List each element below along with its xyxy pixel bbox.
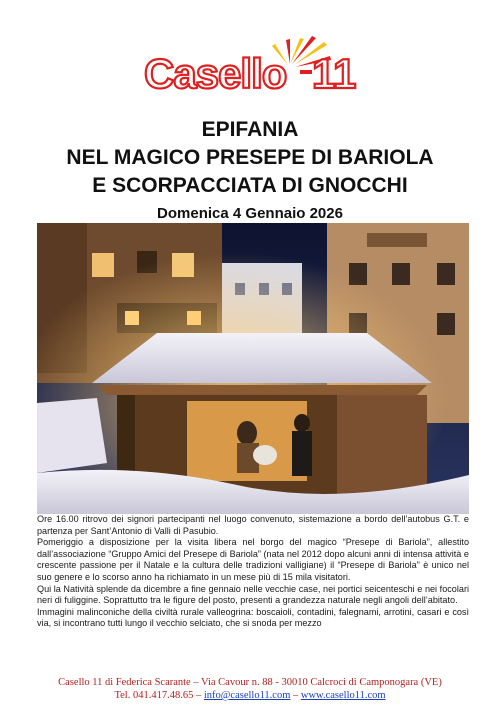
- footer-website-link[interactable]: www.casello11.com: [300, 690, 386, 701]
- title-line-1: EPIFANIA: [201, 118, 299, 141]
- title-line-3: E SCORPACCIATA DI GNOCCHI: [92, 174, 408, 197]
- footer: [0, 676, 500, 702]
- paragraph-4: Immagini malinconiche della civiltà rurale valleogrina: boscaioli, contadini, falegnami, arrotini, casari e così via, si incontrano tutti lungo il vecchio selciato, che si snoda per mezzo: [37, 606, 469, 629]
- footer-email-link[interactable]: info@casello11.com: [203, 690, 291, 701]
- nativity-photo: [37, 223, 469, 514]
- paragraph-3: Qui la Natività splende da dicembre a fine gennaio nelle vecchie case, nei portici seicenteschi e nei focolari neri di fuliggine. Soprattutto tra le figure del posto, presenti a grandezza naturale negli angoli dell’abitato.: [37, 583, 469, 606]
- title-line-2: NEL MAGICO PRESEPE DI BARIOLA: [66, 146, 434, 169]
- paragraph-1: Ore 16.00 ritrovo dei signori partecipanti nel luogo convenuto, sistemazione a bordo dell’autobus G.T. e partenza per Sant’Antonio di Valli di Pasubio.: [37, 514, 469, 536]
- casello11-logo: [140, 34, 365, 96]
- event-date: Domenica 4 Gennaio 2026: [157, 205, 343, 222]
- footer-phone: Tel. 041.417.48.65 –: [114, 690, 202, 701]
- footer-contacts: [0, 689, 500, 702]
- body-text: [37, 514, 469, 630]
- logo-text: Casello: [144, 50, 287, 96]
- footer-address: Casello 11 di Federica Scarante – Via Cavour n. 88 - 30010 Calcroci di Camponogara (VE): [58, 677, 442, 688]
- paragraph-2: Pomeriggio a disposizione per la visita libera nel borgo del magico “Presepe di Bariola”, allestito dall’associazione “Gruppo Amici del Presepe di Bariola” (nata nel 2012 dopo alcuni anni di intensa attività e crescente passione per il Natale e la cultura delle tradizioni valligiane) il “Presepe di Bariola” è unico nel suo genere e lo scorso anno ha richiamato in un mese più di 15 mila visitatori.: [37, 537, 469, 582]
- footer-separator: –: [290, 690, 301, 701]
- logo-number: 11: [312, 50, 357, 96]
